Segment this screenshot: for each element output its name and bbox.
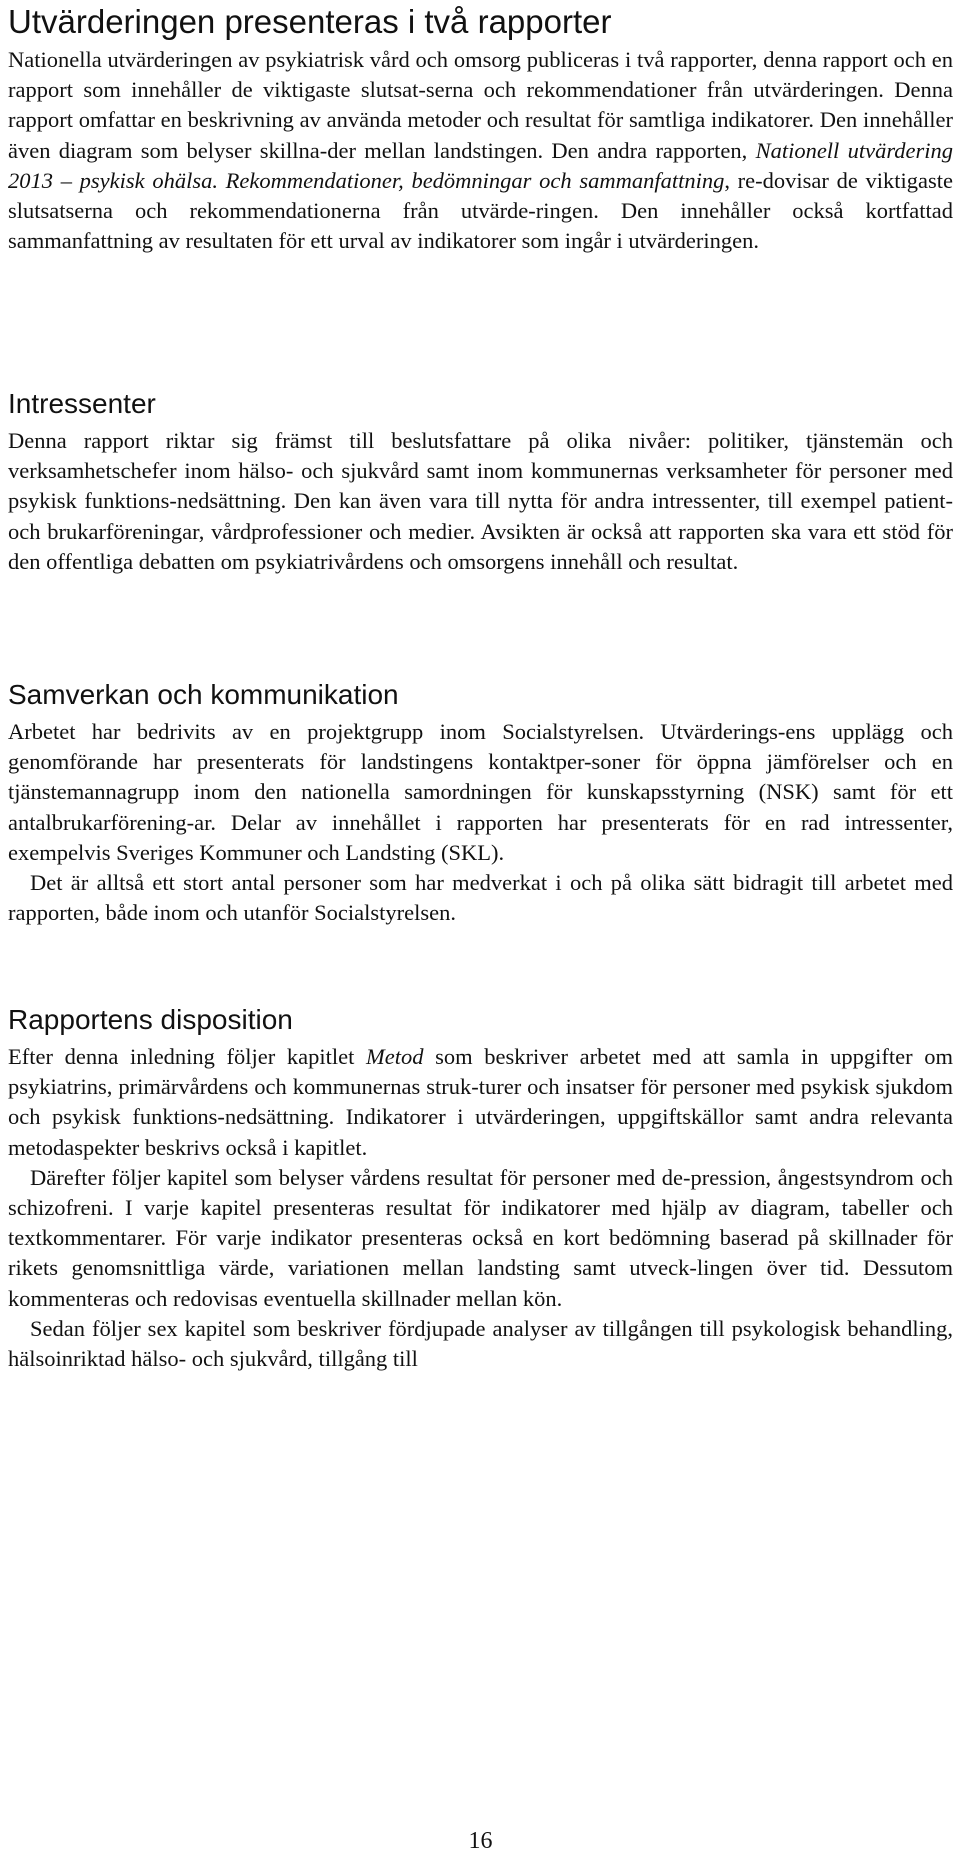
paragraph-collaboration-2: Det är alltså ett stort antal personer som har medverkat i och på olika sätt bidragit till arbetet med rapporten, både inom och utanför Socialstyrelsen. — [8, 870, 953, 926]
chapter-title-italic: Metod — [366, 1044, 424, 1069]
section-collaboration — [8, 678, 953, 928]
section-disposition — [8, 1003, 953, 1374]
heading-disposition: Rapportens disposition — [8, 1004, 293, 1035]
text-segment: Nationella utvärderingen av psykiatrisk vård och omsorg publiceras i två rapporter, denna rapport och en rapport som innehåller de viktigaste slutsat-serna och rekommendationer från utvärderingen. Denna rapport omfattar en beskrivning av använda metoder och resultat för samtliga indikatorer. Den innehåller även diagram som belyser skillna-der mellan landstingen. Den andra rapporten, — [8, 47, 953, 163]
text-segment: , re-dovisar de viktigaste slutsatserna och rekommendationerna från utvärde-ringen. Den innehåller också kortfattad sammanfattning av resultaten för ett urval av indikatorer som ingår i utvärderingen. — [8, 167, 954, 254]
heading-stakeholders: Intressenter — [8, 388, 156, 419]
text-segment: som beskriver arbetet med att samla in uppgifter om psykiatrins, primärvårdens och kommunernas struk-turer och insatser för personer med psykisk sjukdom och psykisk funktions-nedsättning. Indikatorer i utvärderingen, uppgiftskällor samt andra relevanta metodaspekter beskrivs också i kapitlet. — [8, 1044, 953, 1160]
section-stakeholders — [8, 387, 953, 577]
section-two-reports — [8, 0, 953, 256]
paragraph-disposition-2: Därefter följer kapitel som belyser vårdens resultat för personer med de-pression, ångestsyndrom och schizofreni. I varje kapitel presenteras resultat för indikatorer med hjälp av diagram, tabeller och textkommentarer. För varje indikator presenteras också en kort bedömning baserad på skillnader för rikets genomsnittliga värde, variationen mellan landsting samt utveck-lingen över tid. Dessutom kommenteras och redovisas eventuella skillnader mellan kön. — [8, 1164, 953, 1311]
heading-collaboration: Samverkan och kommunikation — [8, 679, 399, 710]
report-title-italic: Nationell utvärdering 2013 – psykisk ohälsa. Rekommendationer, bedömningar och sammanfattning — [8, 137, 953, 193]
page-number: 16 — [468, 1828, 493, 1854]
text-segment: Efter denna inledning följer kapitlet — [8, 1044, 367, 1069]
paragraph-two-reports — [8, 45, 953, 256]
paragraph-disposition-1 — [8, 1042, 953, 1163]
heading-two-reports: Utvärderingen presenteras i två rapporter — [8, 3, 612, 40]
paragraph-disposition-3: Sedan följer sex kapitel som beskriver fördjupade analyser av tillgången till psykologisk behandling, hälsoinriktad hälso- och sjukvård, tillgång till — [8, 1315, 953, 1372]
paragraph-stakeholders: Denna rapport riktar sig främst till beslutsfattare på olika nivåer: politiker, tjänstemän och verksamhetschefer inom hälso- och sjukvård samt inom kommunernas verksamheter för personer med psykisk funktions-nedsättning. Den kan även vara till nytta för andra intressenter, till exempel patient- och brukarföreningar, vårdprofessioner och medier. Avsikten är också att rapporten ska vara ett stöd för den offentliga debatten om psykiatrivårdens och omsorgens innehåll och resultat. — [8, 428, 953, 574]
paragraph-collaboration-1: Arbetet har bedrivits av en projektgrupp inom Socialstyrelsen. Utvärderings-ens upplägg och genomförande har presenterats för landstingens kontaktper-soner för öppna jämförelser och en tjänstemannagrupp inom den nationella samordningen för kunskapsstyrning (NSK) samt för ett antalbrukarförening-ar. Delar av innehållet i rapporten har presenterats för en rad intressenter, exempelvis Sveriges Kommuner och Landsting (SKL). — [8, 719, 953, 865]
